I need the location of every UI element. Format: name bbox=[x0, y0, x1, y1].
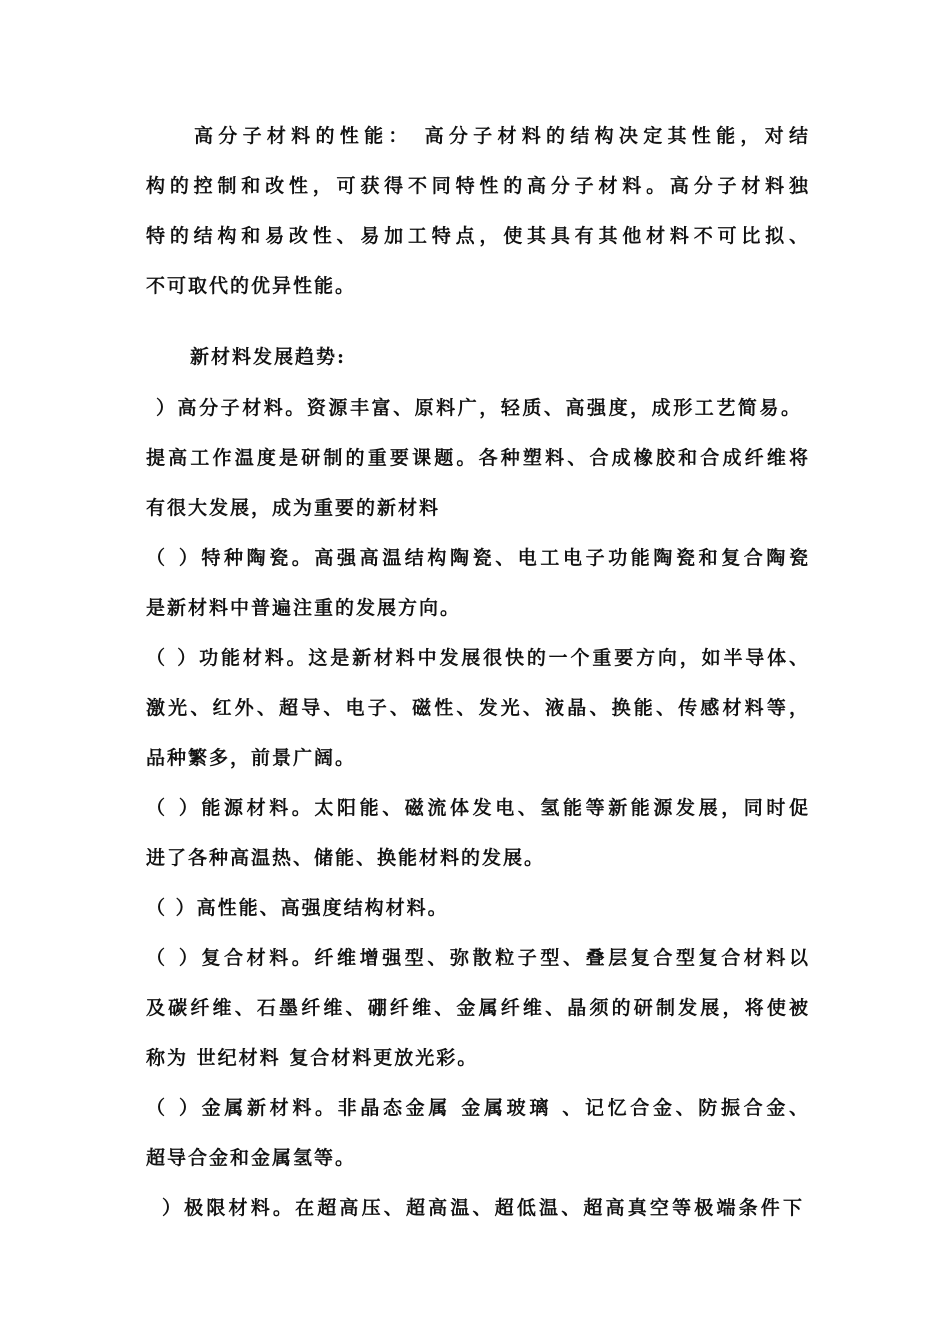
item-4-line-1: （ ）能源材料。太阳能、磁流体发电、氢能等新能源发展，同时促 bbox=[146, 797, 810, 819]
item-3-line-2: 激光、红外、超导、电子、磁性、发光、液晶、换能、传感材料等， bbox=[146, 697, 810, 719]
item-4-line-2: 进了各种高温热、储能、换能材料的发展。 bbox=[146, 847, 546, 869]
paragraph-1-line-4: 不可取代的优异性能。 bbox=[146, 275, 357, 297]
item-5-line-1: （ ）高性能、高强度结构材料。 bbox=[146, 897, 449, 919]
item-2-line-2: 是新材料中普遍注重的发展方向。 bbox=[146, 597, 462, 619]
section-heading: 新材料发展趋势: bbox=[190, 346, 347, 368]
item-1-line-1: ）高分子材料。资源丰富、原料广，轻质、高强度，成形工艺简易。 bbox=[156, 397, 802, 419]
item-1-line-2: 提高工作温度是研制的重要课题。各种塑料、合成橡胶和合成纤维将 bbox=[146, 447, 810, 469]
paragraph-1-line-2: 构的控制和改性，可获得不同特性的高分子材料。高分子材料独 bbox=[146, 175, 810, 197]
item-3-line-3: 品种繁多，前景广阔。 bbox=[146, 747, 357, 769]
paragraph-1-line-3: 特的结构和易改性、易加工特点，使其具有其他材料不可比拟、 bbox=[146, 225, 810, 247]
item-3-line-1: （ ）功能材料。这是新材料中发展很快的一个重要方向，如半导体、 bbox=[146, 647, 810, 669]
paragraph-1-line-1: 高分子材料的性能： 高分子材料的结构决定其性能，对结 bbox=[194, 125, 810, 147]
item-7-line-2: 超导合金和金属氢等。 bbox=[146, 1147, 357, 1169]
item-8-line-1: ）极限材料。在超高压、超高温、超低温、超高真空等极端条件下 bbox=[162, 1197, 804, 1219]
item-6-line-1: （ ）复合材料。纤维增强型、弥散粒子型、叠层复合型复合材料以 bbox=[146, 947, 810, 969]
item-6-line-3: 称为 世纪材料 复合材料更放光彩。 bbox=[146, 1047, 479, 1069]
item-7-line-1: （ ）金属新材料。非晶态金属 金属玻璃 、记忆合金、防振合金、 bbox=[146, 1097, 810, 1119]
item-2-line-1: （ ）特种陶瓷。高强高温结构陶瓷、电工电子功能陶瓷和复合陶瓷 bbox=[146, 547, 810, 569]
item-1-line-3: 有很大发展，成为重要的新材料 bbox=[146, 497, 441, 519]
item-6-line-2: 及碳纤维、石墨纤维、硼纤维、金属纤维、晶须的研制发展，将使被 bbox=[146, 997, 810, 1019]
